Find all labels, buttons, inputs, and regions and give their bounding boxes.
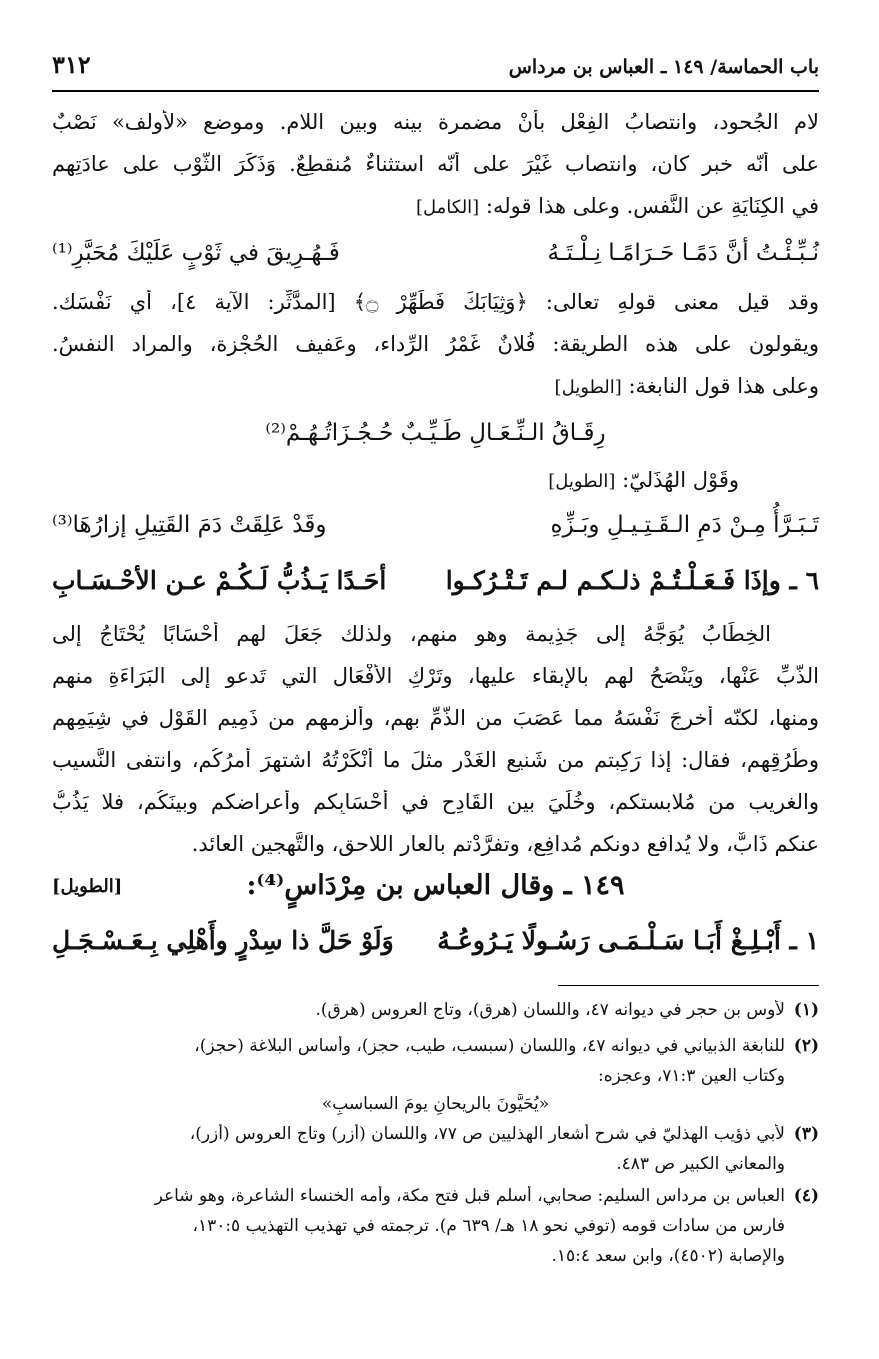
footnote-text: والإصابة (٤٥٠٢)، وابن سعد ١٥:٤. xyxy=(551,1246,785,1266)
footnote-continuation xyxy=(52,1216,819,1246)
body-line: الخِطَابُ يُوَجَّهُ إلى جَذِيمة وهو منهم، ولذلك جَعَلَ لهم أحْسَابًا يُحْتَاجُ إلى xyxy=(52,622,771,646)
body-line: عنكم ذَابٌّ، ولا يُدافع دونكم مُدافِع، وتفرَّدْتم بالعار اللاحق، والتَّهجين العائد. xyxy=(191,832,819,856)
body-line xyxy=(52,468,739,492)
footnote xyxy=(52,1000,819,1030)
section-title: ١٤٩ ـ وقال العباس بن مِرْدَاسٍ⁽⁴⁾: xyxy=(246,870,625,901)
footnote-text: للنابغة الذبياني في ديوانه ٤٧، واللسان (سبسب، طيب، حجز)، وأساس البلاغة (حجز)، xyxy=(194,1036,785,1056)
footnote xyxy=(52,1124,819,1154)
footnote-number: (٢) xyxy=(793,1036,819,1056)
verse-second-hemistich: وقَدْ عَلِقَتْ دَمَ القَتِيلِ إزارُهَا⁽³⁾ xyxy=(52,512,327,538)
body-text: وعلى هذا قول النابغة: xyxy=(628,374,819,398)
verse-second-hemistich: أحَـدًا يَـذُبُّ لَـكُـمْ عـن الأحْـسَـابِ xyxy=(52,566,387,595)
footnote-text: فارس من سادات قومه (توفي نحو ١٨ هـ/ ٦٣٩ م). ترجمته في تهذيب التهذيب ١٣٠:٥، xyxy=(192,1216,785,1236)
body-line xyxy=(52,194,819,218)
meter-label: [الكامل] xyxy=(415,197,480,218)
running-header xyxy=(52,40,819,92)
footnote xyxy=(52,1036,819,1066)
verse-first-hemistich: نُـبِّـئْـتُ أنَّ دَمًـا حَـرَامًـا نِـلْـتَـهُ xyxy=(547,240,819,266)
body-line: وقد قيل معنى قولهِ تعالى: ﴿وَثِيَابَكَ فَطَهِّرْ ۝﴾ [المدَّثِّر: الآية ٤]، أي نَفْسَك. xyxy=(52,290,819,314)
meter-label: [الطويل] xyxy=(548,471,616,492)
body-line: والغريب من مُلابستكم، وخُلِّيَ بين القَادِحِ في أحْسَابِكم وأعراضكم وبينَكُم، فلا يَذُبُّ xyxy=(52,790,819,814)
footnote-number: (٣) xyxy=(793,1124,819,1144)
body-text: وقَوْل الهُذَليّ: xyxy=(622,468,739,492)
poem-verse-6 xyxy=(52,566,819,595)
footnote-number: (١) xyxy=(793,1000,819,1020)
verse-hemistich: رِقَـاقُ الـنِّـعَـالِ طَـيِّـبٌ حُـجُـزَاتُـهُـمْ⁽²⁾ xyxy=(265,420,606,446)
body-line: على أنّه خبر كان، وانتصاب غَيْرَ على أنّه استثناءٌ مُنقطِعٌ. وَذَكَرَ الثَّوْب على عادَتِهِم xyxy=(52,152,819,176)
meter-label: [الطويل] xyxy=(554,377,622,398)
footnote-number: (٤) xyxy=(793,1186,819,1206)
body-line: وطُرُقِهم، فقال: إذا رَكِبتم من شَنيع الغَدْر مثلَ ما أنْكَرْتُهُ اشتهرَ أمرُكُم، وانتفى النَّسيب xyxy=(52,748,819,772)
body-text: في الكِنَايَةِ عن النَّفس. وعلى هذا قوله: xyxy=(485,194,819,218)
body-line: ويقولون على هذه الطريقة: فُلانٌ غَمْرُ الرِّداء، وعَفيف الحُجْزة، والمراد النفسُ. xyxy=(52,332,819,356)
verse-first-hemistich: ٦ ـ وإذَا فَـعَـلْـتُـمْ ذلـكـم لـم تَـتْـرُكـوا xyxy=(445,566,819,595)
verse-second-hemistich: وَلَوْ حَلَّ ذا سِدْرٍ وأَهْلِي بِـعَـسْـجَـلِ xyxy=(52,926,394,955)
meter-label: [الطويل] xyxy=(52,876,123,897)
footnote-text: العباس بن مرداس السليم: صحابي، أسلم قبل فتح مكة، وأمه الخنساء الشاعرة، وهو شاعر xyxy=(154,1186,785,1206)
footnote-text: «يُحَيَّونَ بالريحانِ يومَ السباسبِ» xyxy=(321,1094,550,1114)
footnote-text: وكتاب العين ٧١:٣، وعجزه: xyxy=(598,1066,785,1086)
footnote-continuation xyxy=(52,1154,819,1184)
footnote-text: والمعاني الكبير ص ٤٨٣. xyxy=(616,1154,785,1174)
footnote-quote xyxy=(52,1094,819,1124)
footnote-text: لأوس بن حجر في ديوانه ٤٧، واللسان (هرق)، وتاج العروس (هرق). xyxy=(315,1000,785,1020)
section-heading xyxy=(52,870,819,910)
verse-first-hemistich: تَـبَـرَّأُ مِـنْ دَمِ الـقَـتِـيـلِ وبَـزِّهِ xyxy=(550,512,819,538)
page-number: ٣١٢ xyxy=(52,50,91,79)
footnote-divider xyxy=(558,985,819,986)
body-line: لام الجُحود، وانتصابُ الفِعْل بأنْ مضمرة بينه وبين اللام. وموضع «لأولف» نَصْبٌ xyxy=(52,110,819,134)
verse-line xyxy=(52,240,819,266)
verse-second-hemistich: فَـهُـرِيقَ في ثَوْبٍ عَلَيْكَ مُحَبَّرِ⁽¹⁾ xyxy=(52,240,340,266)
chapter-title: باب الحماسة/ ١٤٩ ـ العباس بن مرداس xyxy=(508,56,819,78)
poem-verse-1 xyxy=(52,926,819,955)
footnote-continuation xyxy=(52,1246,819,1276)
body-line: الذَّبِّ عَنْها، ويَنْصَحُ لهم بالإبقاء عليها، وتَرْكِ الأفْعَالِ التي تَدعو إلى البَرَاءَةِ منهم xyxy=(52,664,819,688)
verse-first-hemistich: ١ ـ أَبْـلِـغْ أَبَـا سَـلْـمَـى رَسُـولًا يَـرُوعُـهُ xyxy=(437,926,819,955)
verse-line xyxy=(52,512,819,538)
footnote-text: لأبي ذؤيب الهذليّ في شرح أشعار الهذليين ص ٧٧، واللسان (أزر) وتاج العروس (أزر)، xyxy=(189,1124,785,1144)
body-line: ومنها، لكنّه أخرجَ نَفْسَهُ مما عَصَبَ من الذَّمِّ بهم، وألزمهم من ذَمِيمِ القَوْلِ في شِيَمِهِم xyxy=(52,706,819,730)
footnote xyxy=(52,1186,819,1216)
body-line xyxy=(52,374,819,398)
footnote-continuation xyxy=(52,1066,819,1096)
